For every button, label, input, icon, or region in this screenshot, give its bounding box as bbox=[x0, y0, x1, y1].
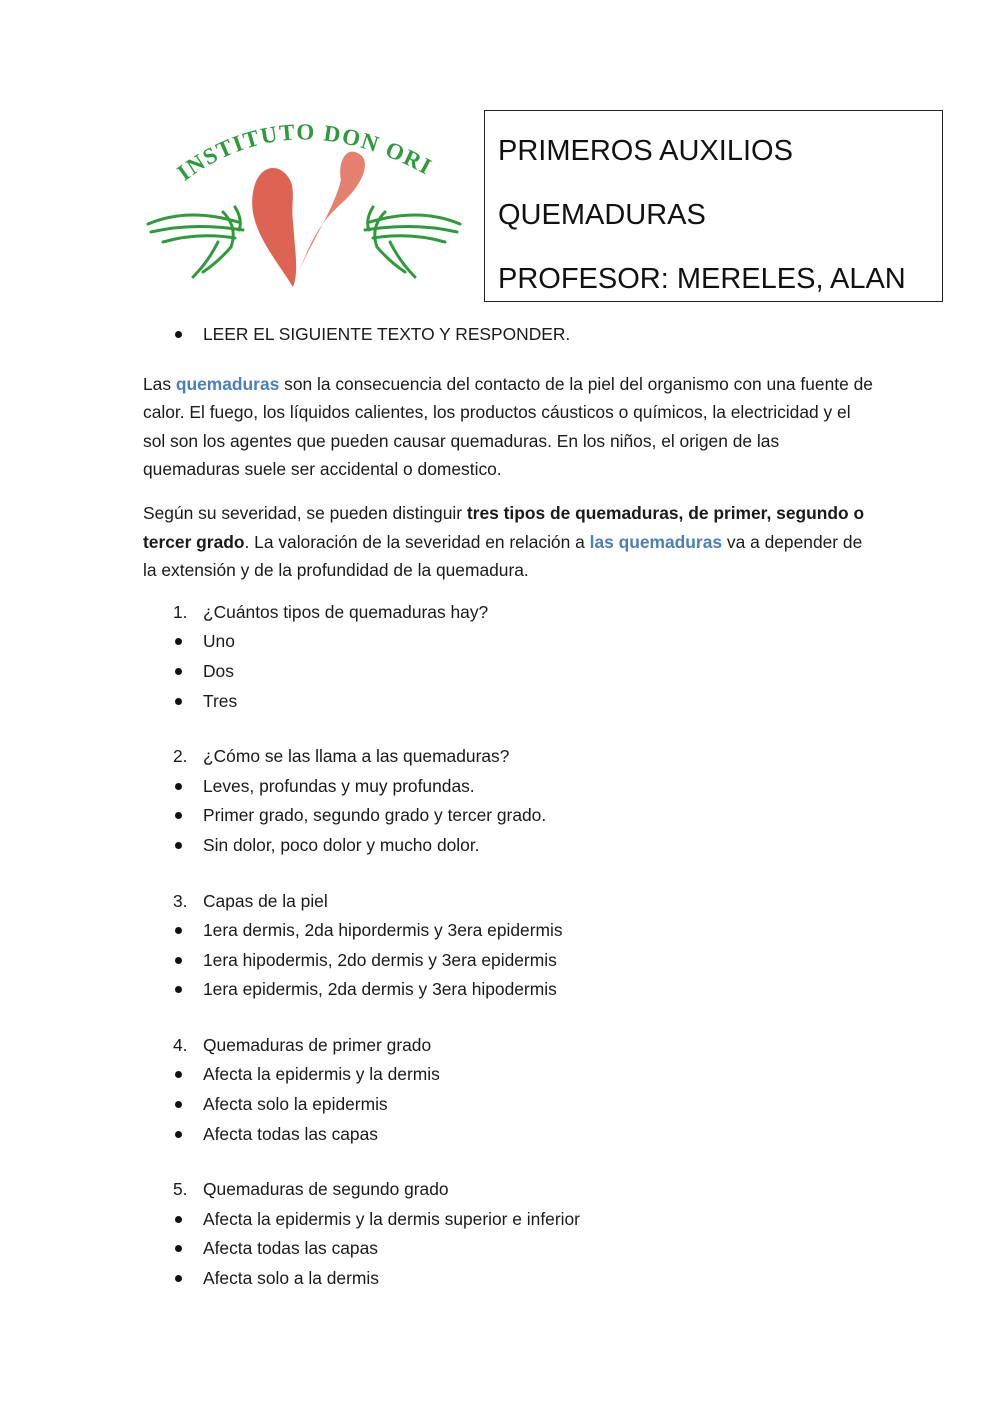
question-text: Quemaduras de primer grado bbox=[203, 1034, 432, 1055]
question-number: 3. bbox=[173, 890, 188, 911]
question-text: ¿Cómo se las llama a las quemaduras? bbox=[203, 746, 510, 767]
course-title: PRIMEROS AUXILIOS bbox=[498, 135, 793, 167]
teacher-name: PROFESOR: MERELES, ALAN bbox=[498, 263, 906, 295]
question-number: 5. bbox=[173, 1179, 188, 1200]
answer-option-text: 1era epidermis, 2da dermis y 3era hipodermis bbox=[203, 979, 557, 1000]
instruction-item bbox=[143, 320, 873, 350]
answer-option-text: 1era hipodermis, 2do dermis y 3era epidermis bbox=[203, 949, 557, 970]
bullet-icon bbox=[175, 1245, 182, 1252]
bullet-icon bbox=[175, 812, 182, 819]
bullet-icon bbox=[175, 1216, 182, 1223]
answer-option[interactable] bbox=[143, 1264, 873, 1294]
answer-option-text: Leves, profundas y muy profundas. bbox=[203, 775, 475, 796]
topic-title: QUEMADURAS bbox=[498, 199, 706, 231]
question-text: Capas de la piel bbox=[203, 890, 328, 911]
bullet-icon bbox=[175, 957, 182, 964]
answer-option[interactable] bbox=[143, 946, 873, 976]
answer-option[interactable] bbox=[143, 1090, 873, 1120]
answer-option-text: Uno bbox=[203, 631, 235, 652]
logo-text: INSTITUTO DON ORI bbox=[172, 119, 437, 186]
question-block bbox=[143, 887, 873, 1005]
answer-option-text: Afecta solo la epidermis bbox=[203, 1094, 388, 1115]
severity-paragraph bbox=[143, 499, 873, 585]
question-block bbox=[143, 742, 873, 860]
bullet-icon bbox=[175, 331, 182, 338]
answer-option[interactable] bbox=[143, 1060, 873, 1090]
worksheet-content bbox=[143, 320, 873, 1294]
question-number: 2. bbox=[173, 746, 188, 767]
answer-option-text: Primer grado, segundo grado y tercer grado. bbox=[203, 805, 547, 826]
question-text: Quemaduras de segundo grado bbox=[203, 1179, 449, 1200]
question-item bbox=[143, 887, 873, 917]
answer-option[interactable] bbox=[143, 687, 873, 717]
bullet-icon bbox=[175, 927, 182, 934]
question-item bbox=[143, 742, 873, 772]
paragraph1-text-start: Las bbox=[143, 373, 176, 394]
answer-option-text: Dos bbox=[203, 660, 234, 681]
answer-option[interactable] bbox=[143, 1234, 873, 1264]
heart-left-stroke bbox=[252, 168, 296, 287]
question-list bbox=[143, 598, 873, 1294]
heart-right-stroke bbox=[295, 152, 365, 280]
answer-option[interactable] bbox=[143, 627, 873, 657]
question-number: 4. bbox=[173, 1034, 188, 1055]
answer-option[interactable] bbox=[143, 1120, 873, 1150]
question-item bbox=[143, 1031, 873, 1061]
bullet-icon bbox=[175, 668, 182, 675]
quemaduras-link[interactable]: quemaduras bbox=[175, 373, 280, 394]
answer-option-text: Afecta todas las capas bbox=[203, 1238, 378, 1259]
answer-option[interactable] bbox=[143, 1205, 873, 1235]
bullet-icon bbox=[175, 986, 182, 993]
question-item bbox=[143, 598, 873, 628]
paragraph2-text-middle: . La valoración de la severidad en relación a bbox=[244, 531, 590, 552]
answer-option[interactable] bbox=[143, 657, 873, 687]
bullet-icon bbox=[175, 1101, 182, 1108]
left-leaf-ornament bbox=[148, 207, 243, 277]
answer-option-text: Afecta solo a la dermis bbox=[203, 1268, 379, 1289]
answer-option[interactable] bbox=[143, 916, 873, 946]
bullet-icon bbox=[175, 842, 182, 849]
question-item bbox=[143, 1175, 873, 1205]
institute-logo bbox=[143, 112, 465, 302]
question-block bbox=[143, 1175, 873, 1293]
paragraph1-text-end: son la consecuencia del contacto de la piel del organismo con una fuente de calor. El fuego, los líquidos calientes, los productos cáusticos o químicos, la electricidad y el sol son los agentes que pueden causar quemaduras. En los niños, el origen de las quemaduras suele ser accidental o domestico. bbox=[143, 373, 873, 480]
question-number: 1. bbox=[173, 601, 188, 622]
answer-option-text: Sin dolor, poco dolor y mucho dolor. bbox=[203, 834, 480, 855]
paragraph2-bold-text: tres tipos de quemaduras, de primer, segundo o tercer grado bbox=[143, 502, 865, 552]
answer-option-text: Tres bbox=[203, 690, 238, 711]
intro-paragraph bbox=[143, 370, 873, 484]
bullet-icon bbox=[175, 783, 182, 790]
answer-option-text: Afecta la epidermis y la dermis bbox=[203, 1064, 440, 1085]
answer-option[interactable] bbox=[143, 975, 873, 1005]
las-quemaduras-link[interactable]: las quemaduras bbox=[589, 531, 723, 552]
instruction-text: LEER EL SIGUIENTE TEXTO Y RESPONDER. bbox=[203, 324, 571, 344]
question-text: ¿Cuántos tipos de quemaduras hay? bbox=[203, 601, 489, 622]
answer-option-text: Afecta todas las capas bbox=[203, 1123, 378, 1144]
answer-option-text: 1era dermis, 2da hipordermis y 3era epidermis bbox=[203, 920, 563, 941]
bullet-icon bbox=[175, 698, 182, 705]
answer-option[interactable] bbox=[143, 772, 873, 802]
header-title-box bbox=[484, 110, 943, 302]
answer-option[interactable] bbox=[143, 801, 873, 831]
answer-option-text: Afecta la epidermis y la dermis superior e inferior bbox=[203, 1208, 580, 1229]
right-leaf-ornament bbox=[365, 207, 460, 277]
bullet-icon bbox=[175, 1131, 182, 1138]
question-block bbox=[143, 598, 873, 716]
paragraph2-text-end: va a depender de la extensión y de la profundidad de la quemadura. bbox=[143, 531, 863, 581]
bullet-icon bbox=[175, 1275, 182, 1282]
question-block bbox=[143, 1031, 873, 1149]
paragraph2-text-start: Según su severidad, se pueden distinguir bbox=[143, 502, 467, 523]
answer-option[interactable] bbox=[143, 831, 873, 861]
bullet-icon bbox=[175, 638, 182, 645]
bullet-icon bbox=[175, 1071, 182, 1078]
